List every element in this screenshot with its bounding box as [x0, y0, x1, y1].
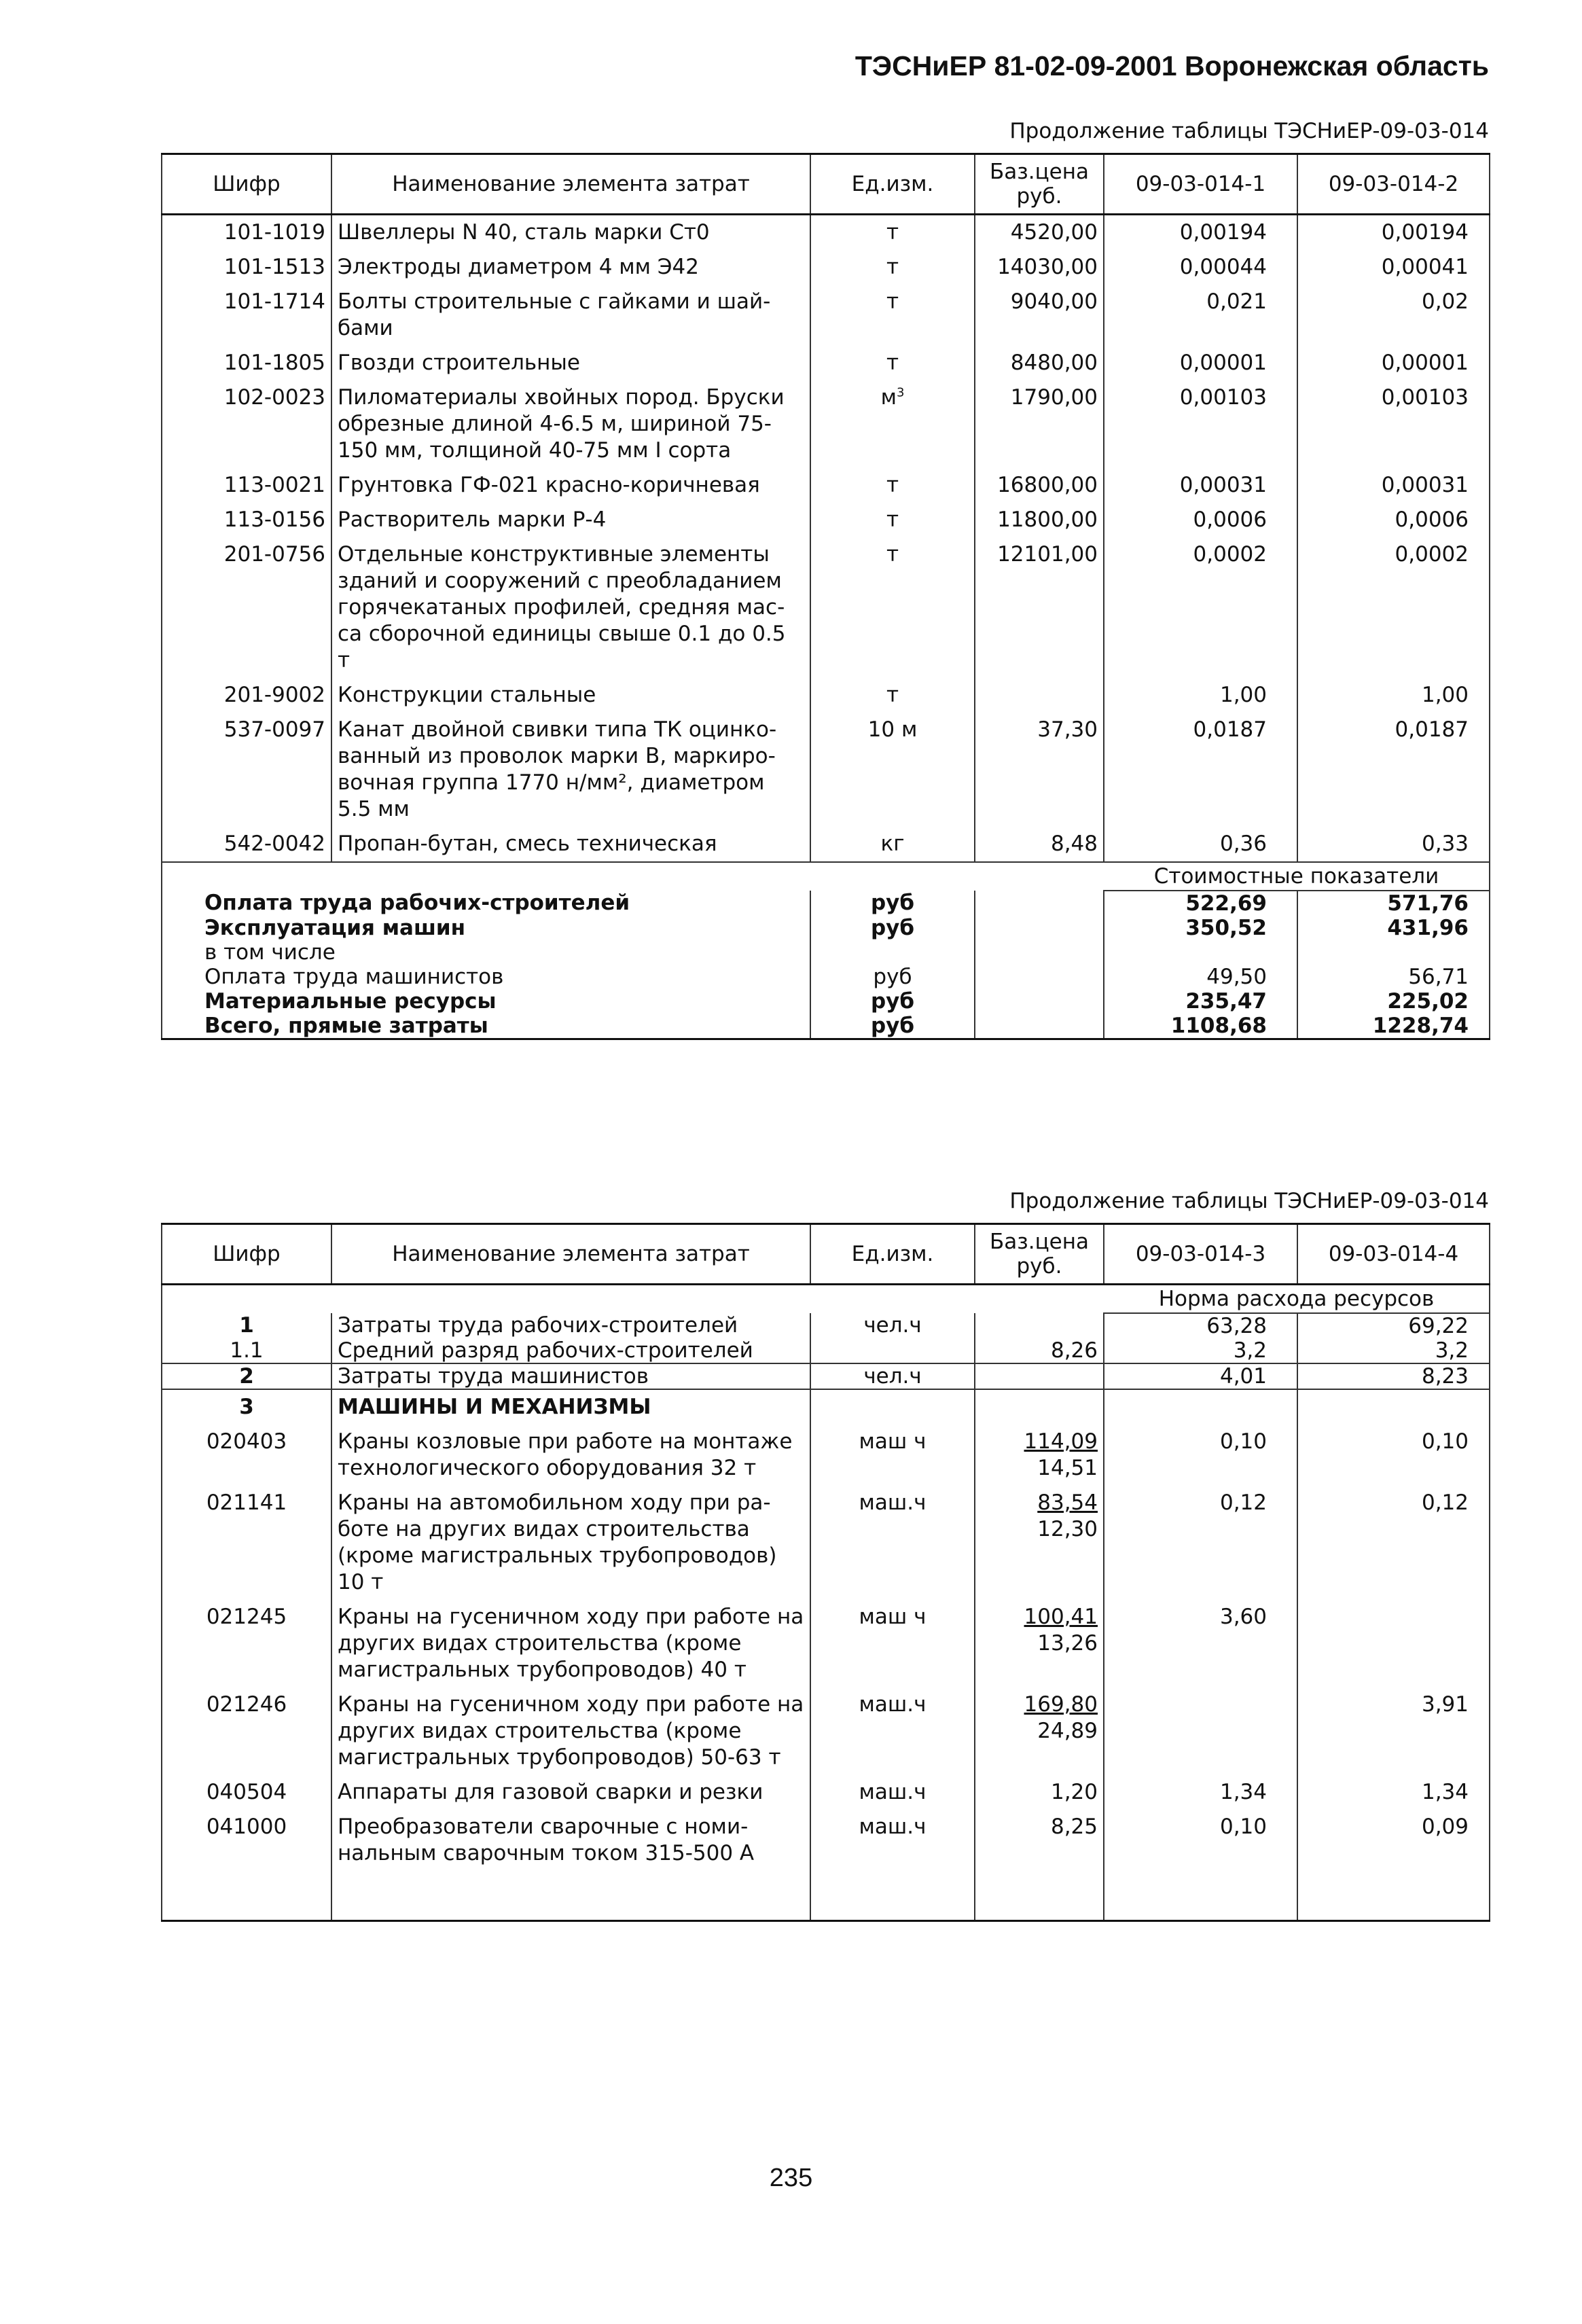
totals-row [162, 989, 1490, 1014]
col-price-header [975, 1224, 1104, 1285]
row-price: 8,26 [975, 1338, 1104, 1363]
row-name: Затраты труда рабочих-строителей [331, 1313, 810, 1338]
row-value-a: 0,00103 [1104, 380, 1297, 468]
row-value-a: 1,00 [1104, 678, 1297, 713]
col-b-header: 09-03-014-2 [1297, 154, 1490, 215]
col-name-header: Наименование элемента затрат [331, 154, 810, 215]
table-row [162, 537, 1490, 678]
table-row [162, 1486, 1490, 1600]
row-name: Краны на гусеничном ходу при работе на других видах строительства (кроме магистральных трубопроводов) 40 т [331, 1600, 810, 1687]
cost-label-row [162, 862, 1490, 891]
table-row [162, 468, 1490, 503]
totals-value-a: 1108,68 [1104, 1014, 1297, 1039]
row-code: 041000 [162, 1810, 331, 1871]
row-code: 1 [162, 1313, 331, 1338]
row-unit: т [810, 215, 975, 251]
table-row [162, 1313, 1490, 1338]
row-value-a: 0,10 [1104, 1810, 1297, 1871]
row-value-b: 0,02 [1297, 285, 1490, 346]
row-name: Растворитель марки Р-4 [331, 503, 810, 537]
row-unit: маш ч [810, 1600, 975, 1687]
totals-row [162, 940, 1490, 965]
row-name: Краны козловые при работе на монтаже технологического оборудования 32 т [331, 1425, 810, 1486]
row-value-a [1104, 1687, 1297, 1775]
table-row [162, 503, 1490, 537]
totals-value-a: 49,50 [1104, 965, 1297, 989]
row-value-a: 4,01 [1104, 1363, 1297, 1389]
table-row [162, 1363, 1490, 1389]
totals-unit: руб [810, 965, 975, 989]
norm-label-spacer [162, 1285, 1104, 1314]
row-value-b: 8,23 [1297, 1363, 1490, 1389]
row-name: Канат двойной свивки типа ТК оцинко-ванный из проволок марки В, маркиро-вочная группа 1770 н/мм², диаметром 5.5 мм [331, 713, 810, 827]
row-value-b: 3,91 [1297, 1687, 1490, 1775]
norm-label: Норма расхода ресурсов [1104, 1285, 1490, 1314]
document-header-title: ТЭСНиЕР 81-02-09-2001 Воронежская область [855, 50, 1489, 82]
col-code-header: Шифр [162, 154, 331, 215]
table-row [162, 250, 1490, 285]
row-code: 1.1 [162, 1338, 331, 1363]
totals-row [162, 891, 1490, 916]
row-unit: маш.ч [810, 1687, 975, 1775]
totals-value-b: 571,76 [1297, 891, 1490, 916]
row-value-b [1297, 1389, 1490, 1425]
row-name: Преобразователи сварочные с номи-нальным сварочным током 315-500 А [331, 1810, 810, 1871]
totals-price-empty [975, 940, 1104, 965]
row-name: Пиломатериалы хвойных пород. Бруски обрезные длиной 4-6.5 м, шириной 75-150 мм, толщиной 40-75 мм I сорта [331, 380, 810, 468]
table-row [162, 1600, 1490, 1687]
row-price: 1,20 [975, 1775, 1104, 1810]
row-unit: т [810, 503, 975, 537]
table-row [162, 713, 1490, 827]
row-code: 102-0023 [162, 380, 331, 468]
row-price: 1790,00 [975, 380, 1104, 468]
row-name: Конструкции стальные [331, 678, 810, 713]
totals-unit: руб [810, 916, 975, 940]
totals-value-b: 56,71 [1297, 965, 1490, 989]
totals-value-b: 431,96 [1297, 916, 1490, 940]
totals-value-b [1297, 940, 1490, 965]
row-price: 12101,00 [975, 537, 1104, 678]
table-row [162, 346, 1490, 380]
row-name: Швеллеры N 40, сталь марки Ст0 [331, 215, 810, 251]
totals-unit: руб [810, 1014, 975, 1039]
row-value-b: 1,00 [1297, 678, 1490, 713]
row-value-a: 0,0002 [1104, 537, 1297, 678]
table-row [162, 1338, 1490, 1363]
row-unit: т [810, 346, 975, 380]
row-value-a: 63,28 [1104, 1313, 1297, 1338]
row-price [975, 1687, 1104, 1775]
row-price [975, 1600, 1104, 1687]
spacer-cell [975, 1871, 1104, 1921]
row-code: 101-1019 [162, 215, 331, 251]
row-unit: маш.ч [810, 1775, 975, 1810]
row-unit: чел.ч [810, 1313, 975, 1338]
row-unit [810, 380, 975, 468]
row-value-a: 0,00194 [1104, 215, 1297, 251]
col-code-header: Шифр [162, 1224, 331, 1285]
table2-header-row [162, 1224, 1490, 1285]
totals-name: Эксплуатация машин [162, 916, 810, 940]
spacer-cell [810, 1871, 975, 1921]
row-value-b: 0,33 [1297, 827, 1490, 862]
row-value-b: 0,0006 [1297, 503, 1490, 537]
row-value-a: 0,00001 [1104, 346, 1297, 380]
row-value-b: 0,0187 [1297, 713, 1490, 827]
totals-unit: руб [810, 891, 975, 916]
row-code: 201-0756 [162, 537, 331, 678]
col-price-header-line1: Баз.цена [989, 1230, 1090, 1254]
totals-row [162, 916, 1490, 940]
row-price-wage: 13,26 [1037, 1631, 1098, 1656]
row-value-a: 0,00044 [1104, 250, 1297, 285]
table-bottom-spacer [162, 1871, 1490, 1921]
row-price-main: 169,80 [1024, 1692, 1098, 1717]
row-code: 113-0021 [162, 468, 331, 503]
table-row [162, 1775, 1490, 1810]
totals-price-empty [975, 891, 1104, 916]
table-resources-1 [161, 153, 1490, 1040]
row-name: Электроды диаметром 4 мм Э42 [331, 250, 810, 285]
row-value-a: 3,2 [1104, 1338, 1297, 1363]
row-value-b: 3,2 [1297, 1338, 1490, 1363]
row-unit: т [810, 678, 975, 713]
section-title: МАШИНЫ И МЕХАНИЗМЫ [331, 1389, 810, 1425]
page-number: 235 [769, 2164, 813, 2192]
totals-price-empty [975, 965, 1104, 989]
row-price [975, 1313, 1104, 1338]
row-name: Грунтовка ГФ-021 красно-коричневая [331, 468, 810, 503]
row-value-a: 0,10 [1104, 1425, 1297, 1486]
table-row [162, 380, 1490, 468]
row-name: Краны на гусеничном ходу при работе на других видах строительства (кроме магистральных трубопроводов) 50-63 т [331, 1687, 810, 1775]
row-unit [810, 1338, 975, 1363]
row-name: Аппараты для газовой сварки и резки [331, 1775, 810, 1810]
row-code: 021245 [162, 1600, 331, 1687]
row-code: 020403 [162, 1425, 331, 1486]
row-price: 37,30 [975, 713, 1104, 827]
row-value-b: 0,00103 [1297, 380, 1490, 468]
cost-indicators-label: Стоимостные показатели [1104, 862, 1490, 891]
row-name: Болты строительные с гайками и шай-бами [331, 285, 810, 346]
row-name: Пропан-бутан, смесь техническая [331, 827, 810, 862]
row-value-b: 0,00041 [1297, 250, 1490, 285]
spacer-cell [1104, 1871, 1297, 1921]
row-name: Краны на автомобильном ходу при ра-боте на других видах строительства (кроме магистральных трубопроводов) 10 т [331, 1486, 810, 1600]
totals-price-empty [975, 1014, 1104, 1039]
row-code: 2 [162, 1363, 331, 1389]
table-row [162, 1425, 1490, 1486]
row-name: Средний разряд рабочих-строителей [331, 1338, 810, 1363]
row-code: 201-9002 [162, 678, 331, 713]
row-value-b: 0,10 [1297, 1425, 1490, 1486]
totals-unit: руб [810, 989, 975, 1014]
table-row [162, 215, 1490, 251]
row-code: 101-1714 [162, 285, 331, 346]
row-code: 021141 [162, 1486, 331, 1600]
row-name: Отдельные конструктивные элементы зданий и сооружений с преобладанием горячекатаных профилей, средняя мас-са сборочной единицы свыше 0.1 до 0.5 т [331, 537, 810, 678]
totals-name: Материальные ресурсы [162, 989, 810, 1014]
row-price-main: 83,54 [1037, 1490, 1098, 1515]
row-price: 4520,00 [975, 215, 1104, 251]
table2-continuation-label: Продолжение таблицы ТЭСНиЕР-09-03-014 [1009, 1189, 1489, 1213]
col-price-header [975, 154, 1104, 215]
row-value-b: 0,09 [1297, 1810, 1490, 1871]
totals-row [162, 1014, 1490, 1039]
row-code: 101-1805 [162, 346, 331, 380]
row-value-b: 0,12 [1297, 1486, 1490, 1600]
col-name-header: Наименование элемента затрат [331, 1224, 810, 1285]
row-code: 542-0042 [162, 827, 331, 862]
row-value-a: 1,34 [1104, 1775, 1297, 1810]
col-b-header: 09-03-014-4 [1297, 1224, 1490, 1285]
row-name: Затраты труда машинистов [331, 1363, 810, 1389]
row-unit: чел.ч [810, 1363, 975, 1389]
row-price: 16800,00 [975, 468, 1104, 503]
totals-name: Оплата труда машинистов [162, 965, 810, 989]
row-code: 021246 [162, 1687, 331, 1775]
table1-header-row [162, 154, 1490, 215]
section-row [162, 1389, 1490, 1425]
row-price: 9040,00 [975, 285, 1104, 346]
totals-name: Оплата труда рабочих-строителей [162, 891, 810, 916]
row-price-main: 100,41 [1024, 1605, 1098, 1629]
col-unit-header: Ед.изм. [810, 1224, 975, 1285]
table-row [162, 1810, 1490, 1871]
totals-value-a: 522,69 [1104, 891, 1297, 916]
col-unit-header: Ед.изм. [810, 154, 975, 215]
row-price [975, 678, 1104, 713]
totals-unit [810, 940, 975, 965]
row-value-b: 0,00031 [1297, 468, 1490, 503]
row-unit: кг [810, 827, 975, 862]
col-a-header: 09-03-014-1 [1104, 154, 1297, 215]
totals-price-empty [975, 916, 1104, 940]
row-value-a: 3,60 [1104, 1600, 1297, 1687]
row-price [975, 1425, 1104, 1486]
row-name: Гвозди строительные [331, 346, 810, 380]
row-price: 8,25 [975, 1810, 1104, 1871]
row-value-a: 0,00031 [1104, 468, 1297, 503]
table-row [162, 827, 1490, 862]
totals-name: в том числе [162, 940, 810, 965]
row-value-a: 0,0006 [1104, 503, 1297, 537]
row-value-b [1297, 1600, 1490, 1687]
row-unit-superscript: 3 [896, 385, 905, 400]
row-value-a: 0,36 [1104, 827, 1297, 862]
cost-label-spacer [162, 862, 1104, 891]
row-price-wage: 14,51 [1037, 1456, 1098, 1480]
row-code: 113-0156 [162, 503, 331, 537]
table-row [162, 678, 1490, 713]
row-unit: маш.ч [810, 1486, 975, 1600]
row-value-b: 0,00001 [1297, 346, 1490, 380]
table-row [162, 285, 1490, 346]
col-a-header: 09-03-014-3 [1104, 1224, 1297, 1285]
row-price: 11800,00 [975, 503, 1104, 537]
row-value-a: 0,021 [1104, 285, 1297, 346]
row-price [975, 1389, 1104, 1425]
totals-value-b: 1228,74 [1297, 1014, 1490, 1039]
norm-label-row [162, 1285, 1490, 1314]
totals-name: Всего, прямые затраты [162, 1014, 810, 1039]
row-price-wage: 24,89 [1037, 1719, 1098, 1743]
col-price-header-line2: руб. [1016, 184, 1062, 209]
row-value-b: 0,0002 [1297, 537, 1490, 678]
row-price: 8,48 [975, 827, 1104, 862]
row-price: 8480,00 [975, 346, 1104, 380]
row-price-wage: 12,30 [1037, 1517, 1098, 1541]
spacer-cell [1297, 1871, 1490, 1921]
spacer-cell [162, 1871, 331, 1921]
table-resources-2 [161, 1223, 1490, 1922]
row-unit: маш.ч [810, 1810, 975, 1871]
row-value-b: 69,22 [1297, 1313, 1490, 1338]
table-row [162, 1687, 1490, 1775]
row-value-a [1104, 1389, 1297, 1425]
row-code: 040504 [162, 1775, 331, 1810]
row-price: 14030,00 [975, 250, 1104, 285]
totals-value-a: 235,47 [1104, 989, 1297, 1014]
row-unit: т [810, 285, 975, 346]
totals-value-b: 225,02 [1297, 989, 1490, 1014]
table1-continuation-label: Продолжение таблицы ТЭСНиЕР-09-03-014 [1009, 119, 1489, 143]
row-unit-text: м [880, 385, 897, 410]
row-unit [810, 1389, 975, 1425]
totals-value-a: 350,52 [1104, 916, 1297, 940]
row-value-b: 0,00194 [1297, 215, 1490, 251]
row-value-a: 0,0187 [1104, 713, 1297, 827]
row-code: 101-1513 [162, 250, 331, 285]
row-price [975, 1363, 1104, 1389]
spacer-cell [331, 1871, 810, 1921]
row-price-main: 114,09 [1024, 1429, 1098, 1454]
totals-price-empty [975, 989, 1104, 1014]
row-code: 3 [162, 1389, 331, 1425]
row-unit: 10 м [810, 713, 975, 827]
row-value-a: 0,12 [1104, 1486, 1297, 1600]
row-unit: т [810, 468, 975, 503]
row-unit: т [810, 250, 975, 285]
col-price-header-line2: руб. [1016, 1254, 1062, 1279]
totals-value-a [1104, 940, 1297, 965]
row-value-b: 1,34 [1297, 1775, 1490, 1810]
col-price-header-line1: Баз.цена [989, 160, 1090, 184]
row-code: 537-0097 [162, 713, 331, 827]
row-unit: т [810, 537, 975, 678]
row-price [975, 1486, 1104, 1600]
totals-row [162, 965, 1490, 989]
row-unit: маш ч [810, 1425, 975, 1486]
